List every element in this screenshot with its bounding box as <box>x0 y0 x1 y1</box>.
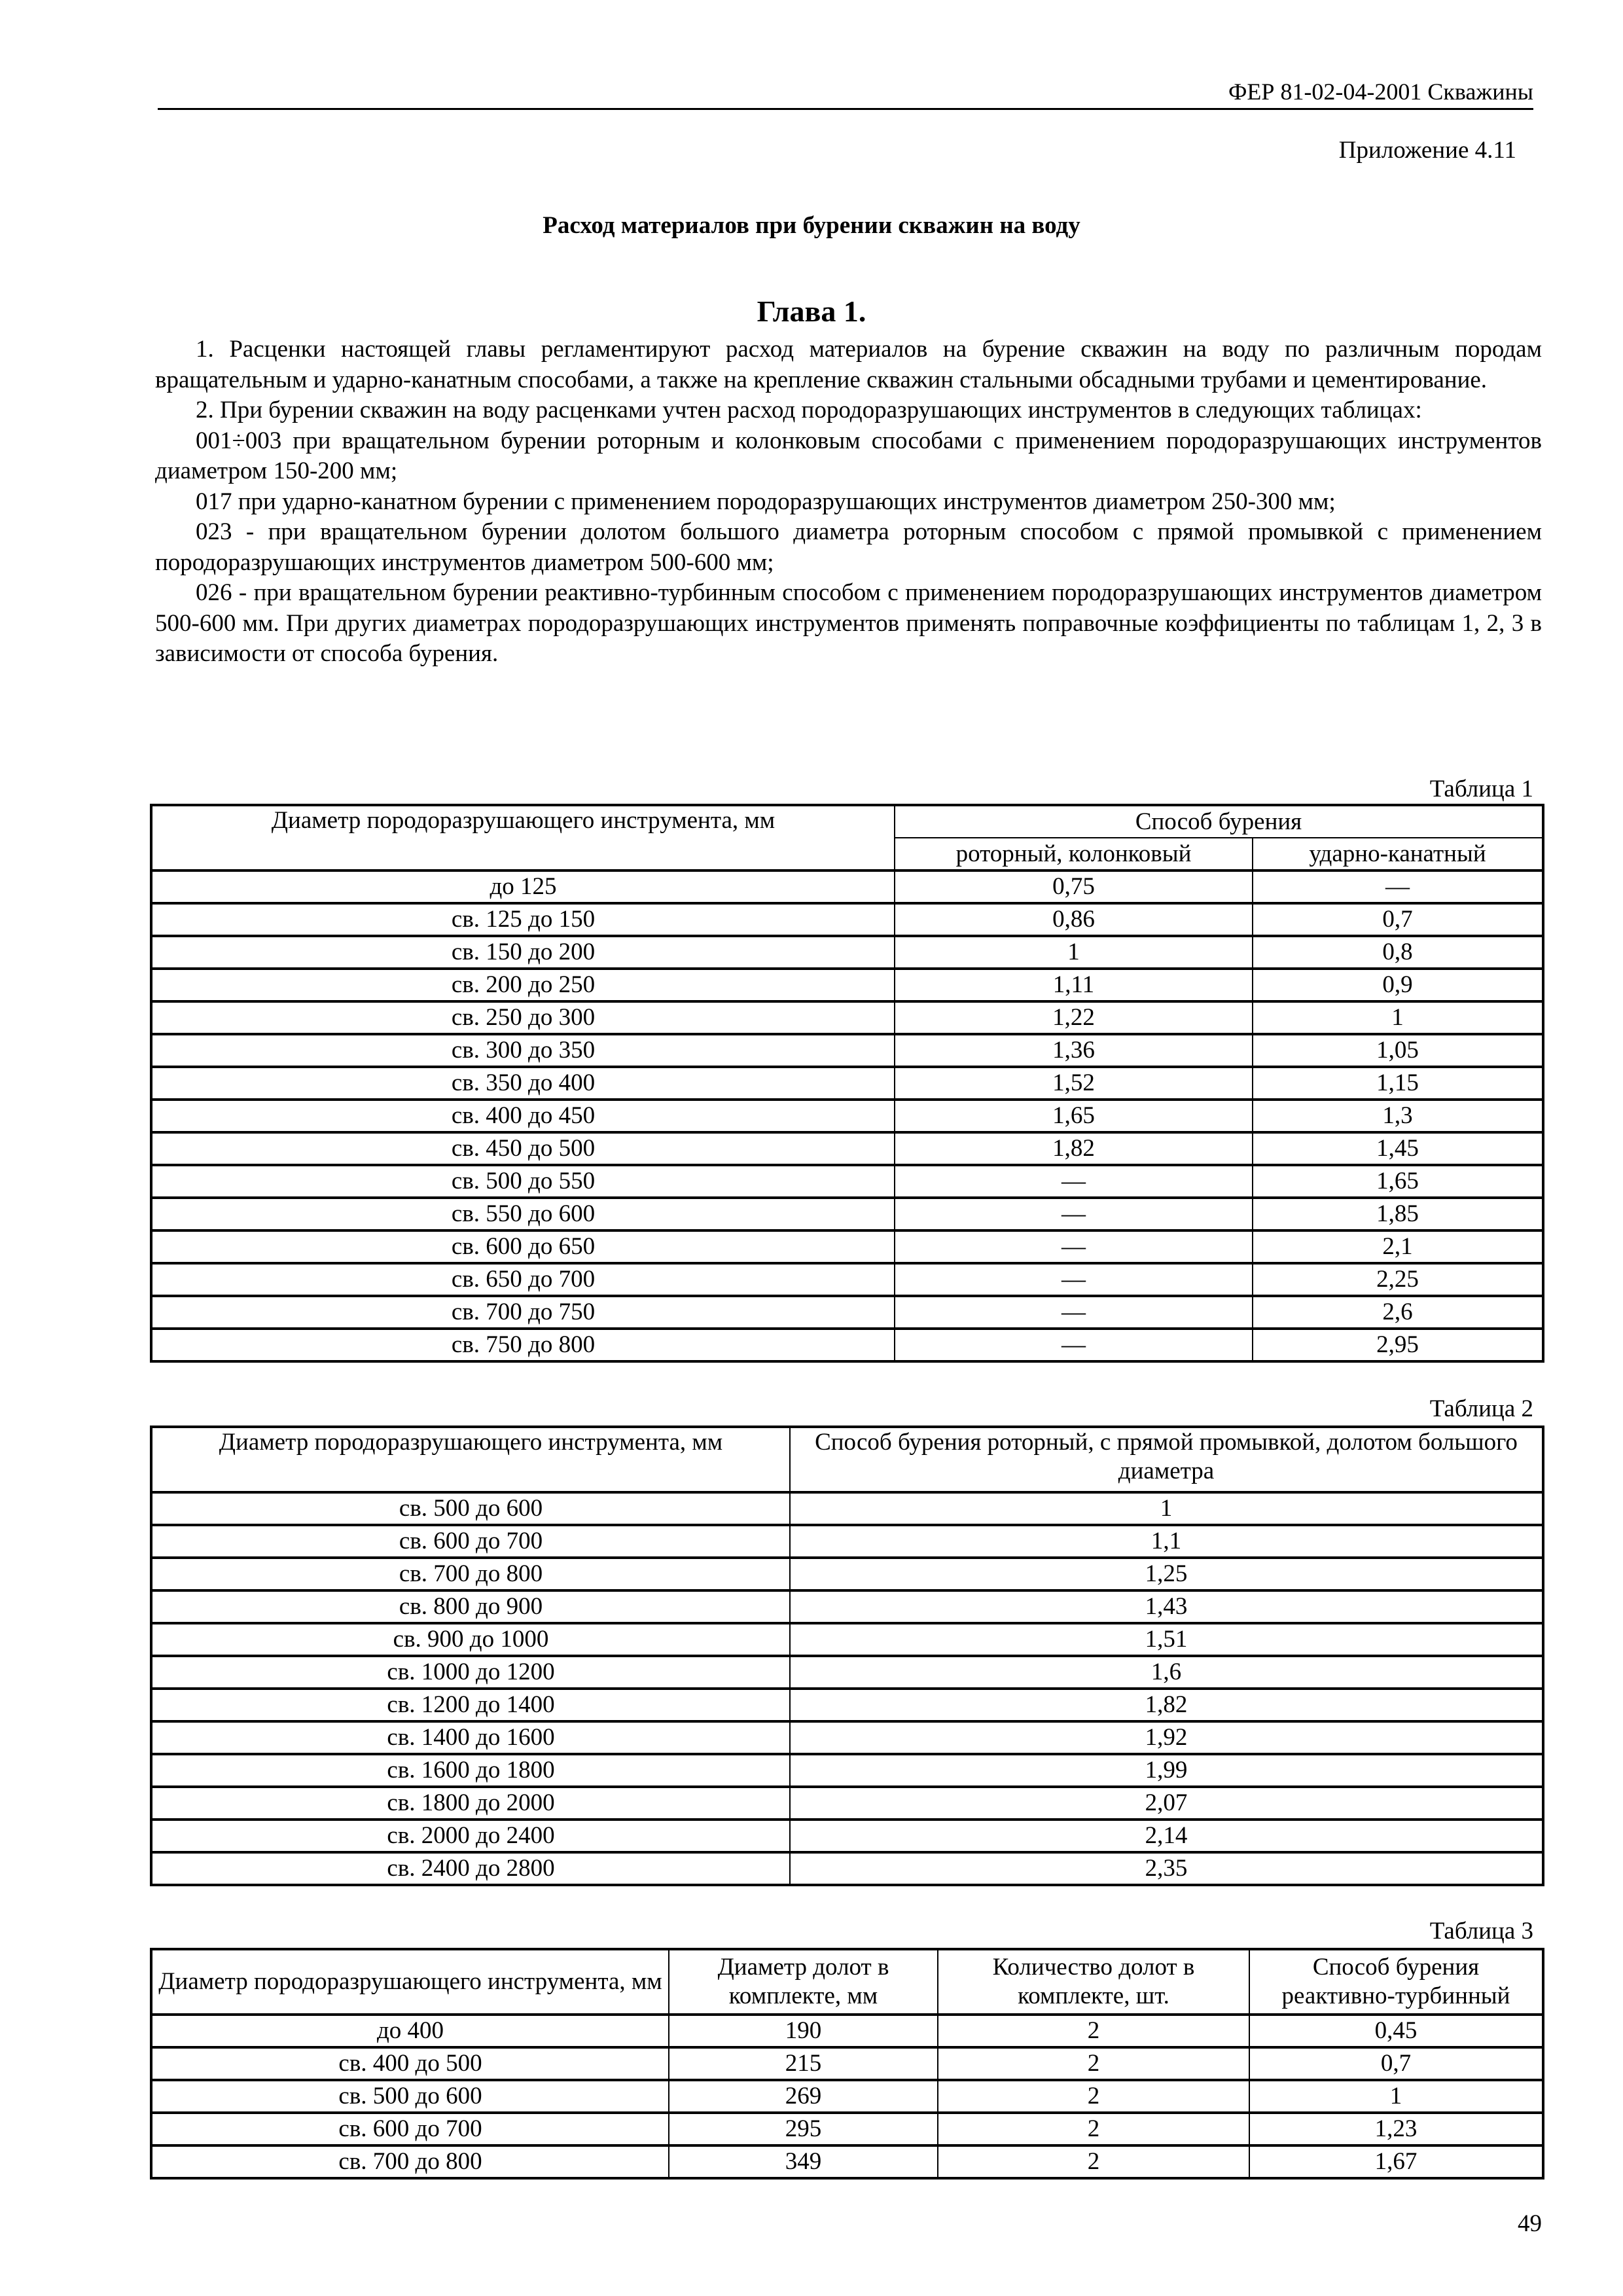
document-title: Расход материалов при бурении скважин на воду <box>543 212 1080 239</box>
table1-header-method: Способ бурения <box>895 805 1543 838</box>
table-cell: 0,7 <box>1253 903 1543 936</box>
table-cell: 2,1 <box>1253 1230 1543 1263</box>
appendix-label: Приложение 4.11 <box>1338 137 1516 164</box>
table-row <box>151 870 1543 903</box>
table-cell: 1,67 <box>1249 2145 1543 2178</box>
table-cell: св. 2400 до 2800 <box>151 1852 790 1885</box>
table-cell: св. 250 до 300 <box>151 1001 895 1034</box>
table-cell: св. 300 до 350 <box>151 1034 895 1067</box>
table-cell: св. 350 до 400 <box>151 1067 895 1100</box>
table-cell: св. 125 до 150 <box>151 903 895 936</box>
table-row <box>151 1296 1543 1329</box>
paragraph-6: 026 - при вращательном бурении реактивно-турбинным способом с применением породоразрушающих инструментов диаметром 500-600 мм. При других диаметрах породоразрушающих инструментов применять поправочные коэффициенты по таблицам 1, 2, 3 в зависимости от способа бурения. <box>155 579 1542 667</box>
table-cell: 1,65 <box>1253 1165 1543 1198</box>
table-cell: 1,52 <box>895 1067 1253 1100</box>
table-cell: 0,7 <box>1249 2047 1543 2080</box>
table-cell: св. 1600 до 1800 <box>151 1754 790 1787</box>
table-row <box>151 1623 1543 1656</box>
table-cell: 2,07 <box>790 1787 1543 1820</box>
table-row <box>151 1525 1543 1558</box>
table-cell: — <box>1253 870 1543 903</box>
table-cell: 1,85 <box>1253 1198 1543 1230</box>
table1-caption: Таблица 1 <box>1429 776 1533 802</box>
table-cell: св. 500 до 600 <box>151 1492 790 1525</box>
table-row <box>151 2113 1543 2145</box>
table-row <box>151 1754 1543 1787</box>
table-cell: св. 1000 до 1200 <box>151 1656 790 1689</box>
table-row <box>151 1067 1543 1100</box>
table-cell: 2,14 <box>790 1820 1543 1852</box>
table-cell: св. 550 до 600 <box>151 1198 895 1230</box>
table-cell: до 400 <box>151 2015 669 2047</box>
table-cell: 0,45 <box>1249 2015 1543 2047</box>
table-row <box>151 936 1543 969</box>
table-cell: 1,36 <box>895 1034 1253 1067</box>
table-cell: св. 400 до 500 <box>151 2047 669 2080</box>
table-cell: св. 700 до 800 <box>151 1558 790 1590</box>
table-cell: св. 150 до 200 <box>151 936 895 969</box>
table3-header-method: Способ бурения реактивно-турбинный <box>1249 1949 1543 2015</box>
table-cell: 190 <box>669 2015 938 2047</box>
table-cell: 1,82 <box>895 1132 1253 1165</box>
paragraph-1: 1. Расценки настоящей главы регламентируют расход материалов на бурение скважин на воду по различным породам вращательным и ударно-канатным способами, а также на крепление скважин стальными обсадными трубами и цементирование. <box>155 336 1542 393</box>
table-cell: 295 <box>669 2113 938 2145</box>
table-row <box>151 1558 1543 1590</box>
table3-header-bit-count: Количество долот в комплекте, шт. <box>938 1949 1249 2015</box>
table-cell: св. 200 до 250 <box>151 969 895 1001</box>
table-cell: св. 600 до 700 <box>151 1525 790 1558</box>
table-cell: до 125 <box>151 870 895 903</box>
table-cell: — <box>895 1198 1253 1230</box>
table-cell: 2 <box>938 2015 1249 2047</box>
table-row <box>151 2047 1543 2080</box>
table-row <box>151 1787 1543 1820</box>
table-cell: св. 500 до 550 <box>151 1165 895 1198</box>
table3-caption: Таблица 3 <box>1429 1918 1533 1945</box>
table-cell: 215 <box>669 2047 938 2080</box>
table-cell: 1,43 <box>790 1590 1543 1623</box>
table-cell: 1,11 <box>895 969 1253 1001</box>
table-row <box>151 1001 1543 1034</box>
table-cell: св. 700 до 800 <box>151 2145 669 2178</box>
table-cell: св. 2000 до 2400 <box>151 1820 790 1852</box>
table-cell: св. 750 до 800 <box>151 1329 895 1361</box>
table-cell: 2 <box>938 2113 1249 2145</box>
table-row <box>151 2080 1543 2113</box>
table-row <box>151 903 1543 936</box>
chapter-heading: Глава 1. <box>757 295 866 328</box>
table-row <box>151 2015 1543 2047</box>
table-cell: — <box>895 1329 1253 1361</box>
table-cell: 1 <box>790 1492 1543 1525</box>
table-cell: 0,9 <box>1253 969 1543 1001</box>
table1-header-diameter: Диаметр породоразрушающего инструмента, мм <box>151 805 895 870</box>
table-cell: 1,1 <box>790 1525 1543 1558</box>
table-cell: 2 <box>938 2145 1249 2178</box>
table-row <box>151 969 1543 1001</box>
table-cell: — <box>895 1263 1253 1296</box>
table3-header-bit-diameter: Диаметр долот в комплекте, мм <box>669 1949 938 2015</box>
table-cell: св. 800 до 900 <box>151 1590 790 1623</box>
table-cell: 1,22 <box>895 1001 1253 1034</box>
table-cell: 1,6 <box>790 1656 1543 1689</box>
table3 <box>150 1948 1544 2179</box>
table-row <box>151 2145 1543 2178</box>
table-cell: 2,35 <box>790 1852 1543 1885</box>
table-cell: 1,25 <box>790 1558 1543 1590</box>
table1-header-rotary: роторный, колонковый <box>895 838 1253 870</box>
table3-header-diameter: Диаметр породоразрушающего инструмента, мм <box>151 1949 669 2015</box>
table-cell: 0,8 <box>1253 936 1543 969</box>
table-row <box>151 1100 1543 1132</box>
table-cell: св. 1200 до 1400 <box>151 1689 790 1721</box>
table-cell: 1,05 <box>1253 1034 1543 1067</box>
paragraph-2: 2. При бурении скважин на воду расценками учтен расход породоразрушающих инструментов в следующих таблицах: <box>196 397 1422 423</box>
table-row <box>151 1820 1543 1852</box>
table-row <box>151 1329 1543 1361</box>
table-cell: 1,45 <box>1253 1132 1543 1165</box>
table-cell: — <box>895 1230 1253 1263</box>
table-cell: св. 600 до 700 <box>151 2113 669 2145</box>
table2-header-method: Способ бурения роторный, с прямой промывкой, долотом большого диаметра <box>790 1427 1543 1492</box>
page-number: 49 <box>1518 2210 1542 2237</box>
table-row <box>151 1230 1543 1263</box>
table1-header-percussion: ударно-канатный <box>1253 838 1543 870</box>
table-cell: 2 <box>938 2047 1249 2080</box>
table-row <box>151 1165 1543 1198</box>
table-row <box>151 1198 1543 1230</box>
table-cell: 1 <box>1249 2080 1543 2113</box>
table-cell: св. 900 до 1000 <box>151 1623 790 1656</box>
paragraph-5: 023 - при вращательном бурении долотом большого диаметра роторным способом с прямой промывкой с применением породоразрушающих инструментов диаметром 500-600 мм; <box>155 518 1542 576</box>
table-cell: св. 650 до 700 <box>151 1263 895 1296</box>
table-row <box>151 1034 1543 1067</box>
table-cell: 1 <box>895 936 1253 969</box>
table2 <box>150 1426 1544 1886</box>
table-row <box>151 1721 1543 1754</box>
paragraph-4: 017 при ударно-канатном бурении с применением породоразрушающих инструментов диаметром 250-300 мм; <box>196 488 1336 515</box>
table-row <box>151 1263 1543 1296</box>
body-text <box>155 334 1542 670</box>
table-cell: 0,75 <box>895 870 1253 903</box>
table-cell: 1,92 <box>790 1721 1543 1754</box>
table-cell: св. 500 до 600 <box>151 2080 669 2113</box>
table-cell: 349 <box>669 2145 938 2178</box>
table-cell: 2,6 <box>1253 1296 1543 1329</box>
table2-header-diameter: Диаметр породоразрушающего инструмента, мм <box>151 1427 790 1492</box>
table-cell: 1,15 <box>1253 1067 1543 1100</box>
paragraph-3: 001÷003 при вращательном бурении роторным и колонковым способами с применением породоразрушающих инструментов диаметром 150-200 мм; <box>155 427 1542 484</box>
table1 <box>150 804 1544 1363</box>
table-cell: 1,82 <box>790 1689 1543 1721</box>
table-cell: 269 <box>669 2080 938 2113</box>
table-cell: 2 <box>938 2080 1249 2113</box>
table-cell: — <box>895 1165 1253 1198</box>
table-row <box>151 1132 1543 1165</box>
table2-caption: Таблица 2 <box>1429 1395 1533 1422</box>
table-cell: 2,25 <box>1253 1263 1543 1296</box>
table-row <box>151 1852 1543 1885</box>
table-cell: св. 1400 до 1600 <box>151 1721 790 1754</box>
table-cell: св. 450 до 500 <box>151 1132 895 1165</box>
table-cell: св. 600 до 650 <box>151 1230 895 1263</box>
table-cell: св. 1800 до 2000 <box>151 1787 790 1820</box>
table-row <box>151 1656 1543 1689</box>
table-cell: 0,86 <box>895 903 1253 936</box>
table-cell: 1,23 <box>1249 2113 1543 2145</box>
table-cell: 1,99 <box>790 1754 1543 1787</box>
table-row <box>151 1689 1543 1721</box>
table-cell: св. 400 до 450 <box>151 1100 895 1132</box>
table-cell: 1,65 <box>895 1100 1253 1132</box>
table-cell: 1 <box>1253 1001 1543 1034</box>
table-cell: — <box>895 1296 1253 1329</box>
table-cell: 1,3 <box>1253 1100 1543 1132</box>
table-cell: св. 700 до 750 <box>151 1296 895 1329</box>
header-rule <box>158 108 1533 110</box>
table-cell: 2,95 <box>1253 1329 1543 1361</box>
table-cell: 1,51 <box>790 1623 1543 1656</box>
running-header-title: ФЕР 81-02-04-2001 Скважины <box>1228 79 1533 105</box>
table-row <box>151 1590 1543 1623</box>
table-row <box>151 1492 1543 1525</box>
